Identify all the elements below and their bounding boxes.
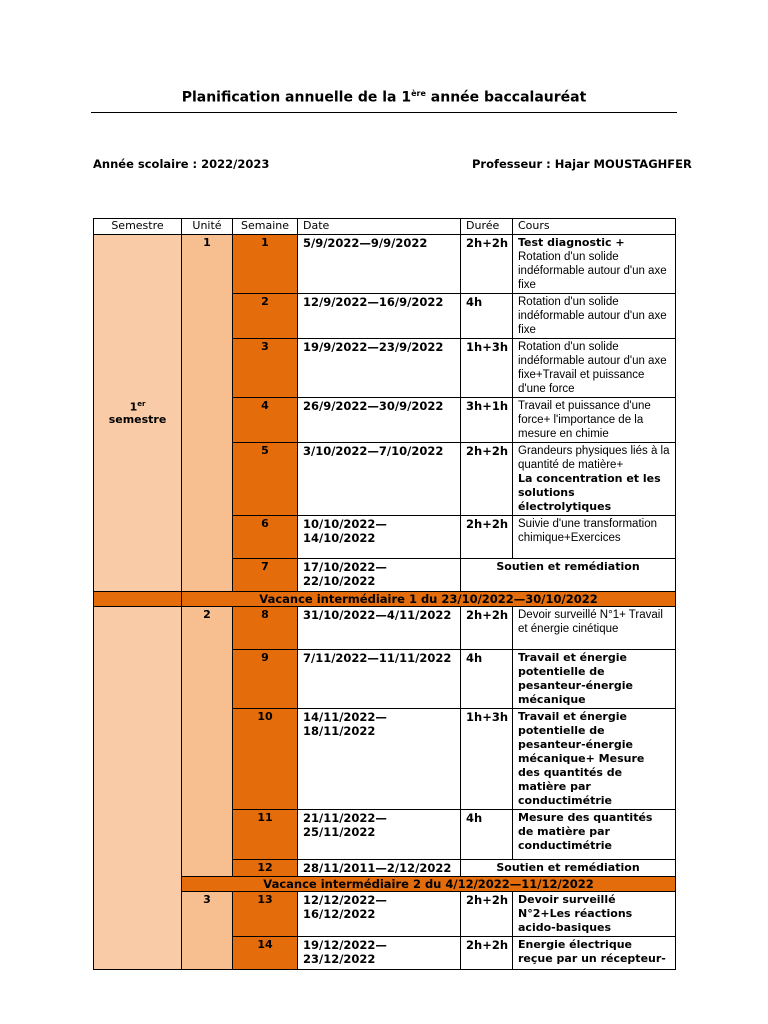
date-cell: 28/11/2011—2/12/2022 — [298, 860, 461, 877]
remediation-cell: Soutien et remédiation — [461, 860, 676, 877]
date-cell: 21/11/2022—25/11/2022 — [298, 810, 461, 860]
semestre-cell: 1er semestre — [94, 235, 182, 592]
unit-cell: 2 — [182, 607, 233, 877]
header-unite: Unité — [182, 219, 233, 235]
date-cell: 12/12/2022—16/12/2022 — [298, 892, 461, 937]
header-cours: Cours — [513, 219, 676, 235]
date-cell: 12/9/2022—16/9/2022 — [298, 294, 461, 339]
table-row — [94, 607, 676, 650]
date-cell: 19/12/2022—23/12/2022 — [298, 937, 461, 970]
date-cell: 10/10/2022—14/10/2022 — [298, 516, 461, 559]
duration-cell: 2h+2h — [461, 443, 513, 516]
header-duree: Durée — [461, 219, 513, 235]
header-date: Date — [298, 219, 461, 235]
course-cell: Travail et puissance d'une force+ l'importance de la mesure en chimie — [513, 398, 676, 443]
week-cell: 10 — [233, 709, 298, 810]
course-cell: Devoir surveillé N°2+Les réactions acido-basiques — [513, 892, 676, 937]
date-cell: 31/10/2022—4/11/2022 — [298, 607, 461, 650]
date-cell: 5/9/2022—9/9/2022 — [298, 235, 461, 294]
course-cell: Devoir surveillé N°1+ Travail et énergie cinétique — [513, 607, 676, 650]
week-cell: 2 — [233, 294, 298, 339]
week-cell: 13 — [233, 892, 298, 937]
week-cell: 1 — [233, 235, 298, 294]
table-row — [94, 892, 676, 937]
week-cell: 14 — [233, 937, 298, 970]
teacher-name: Professeur : Hajar MOUSTAGHFER — [472, 157, 692, 171]
date-cell: 3/10/2022—7/10/2022 — [298, 443, 461, 516]
vacation-row — [94, 592, 676, 607]
duration-cell: 1h+3h — [461, 709, 513, 810]
duration-cell: 2h+2h — [461, 235, 513, 294]
vacation-row — [94, 877, 676, 892]
week-cell: 6 — [233, 516, 298, 559]
semestre-cell — [94, 607, 182, 970]
week-cell: 7 — [233, 559, 298, 592]
date-cell: 19/9/2022—23/9/2022 — [298, 339, 461, 398]
duration-cell: 2h+2h — [461, 892, 513, 937]
unit-cell: 3 — [182, 892, 233, 970]
week-cell: 9 — [233, 650, 298, 709]
remediation-cell: Soutien et remédiation — [461, 559, 676, 592]
course-cell: Grandeurs physiques liés à la quantité de matière+ La concentration et les solutions électrolytiques — [513, 443, 676, 516]
page-title: Planification annuelle de la 1ère année baccalauréat — [181, 89, 587, 106]
date-cell: 7/11/2022—11/11/2022 — [298, 650, 461, 709]
course-cell: Mesure des quantités de matière par conductimétrie — [513, 810, 676, 860]
duration-cell: 2h+2h — [461, 937, 513, 970]
duration-cell: 2h+2h — [461, 516, 513, 559]
week-cell: 12 — [233, 860, 298, 877]
vacation-label: Vacance intermédiaire 1 du 23/10/2022—30/10/2022 — [182, 592, 676, 607]
table-header-row — [94, 219, 676, 235]
planning-table — [93, 218, 676, 970]
header-semaine: Semaine — [233, 219, 298, 235]
course-cell: Test diagnostic + Rotation d'un solide indéformable autour d'un axe fixe — [513, 235, 676, 294]
vacation-label: Vacance intermédiaire 2 du 4/12/2022—11/12/2022 — [182, 877, 676, 892]
unit-cell: 1 — [182, 235, 233, 592]
week-cell: 4 — [233, 398, 298, 443]
duration-cell: 2h+2h — [461, 607, 513, 650]
course-cell: Travail et énergie potentielle de pesanteur-énergie mécanique+ Mesure des quantités de matière par conductimétrie — [513, 709, 676, 810]
week-cell: 3 — [233, 339, 298, 398]
duration-cell: 3h+1h — [461, 398, 513, 443]
duration-cell: 4h — [461, 810, 513, 860]
title-divider — [91, 112, 677, 113]
date-cell: 17/10/2022—22/10/2022 — [298, 559, 461, 592]
date-cell: 14/11/2022—18/11/2022 — [298, 709, 461, 810]
duration-cell: 4h — [461, 650, 513, 709]
course-cell: Suivie d'une transformation chimique+Exercices — [513, 516, 676, 559]
course-cell: Travail et énergie potentielle de pesanteur-énergie mécanique — [513, 650, 676, 709]
date-cell: 26/9/2022—30/9/2022 — [298, 398, 461, 443]
header-semestre: Semestre — [94, 219, 182, 235]
week-cell: 11 — [233, 810, 298, 860]
table-row — [94, 235, 676, 294]
course-cell: Rotation d'un solide indéformable autour d'un axe fixe — [513, 294, 676, 339]
week-cell: 8 — [233, 607, 298, 650]
school-year: Année scolaire : 2022/2023 — [93, 157, 270, 171]
duration-cell: 1h+3h — [461, 339, 513, 398]
course-cell: Energie électrique reçue par un récepteur- — [513, 937, 676, 970]
course-cell: Rotation d'un solide indéformable autour d'un axe fixe+Travail et puissance d'une force — [513, 339, 676, 398]
week-cell: 5 — [233, 443, 298, 516]
duration-cell: 4h — [461, 294, 513, 339]
